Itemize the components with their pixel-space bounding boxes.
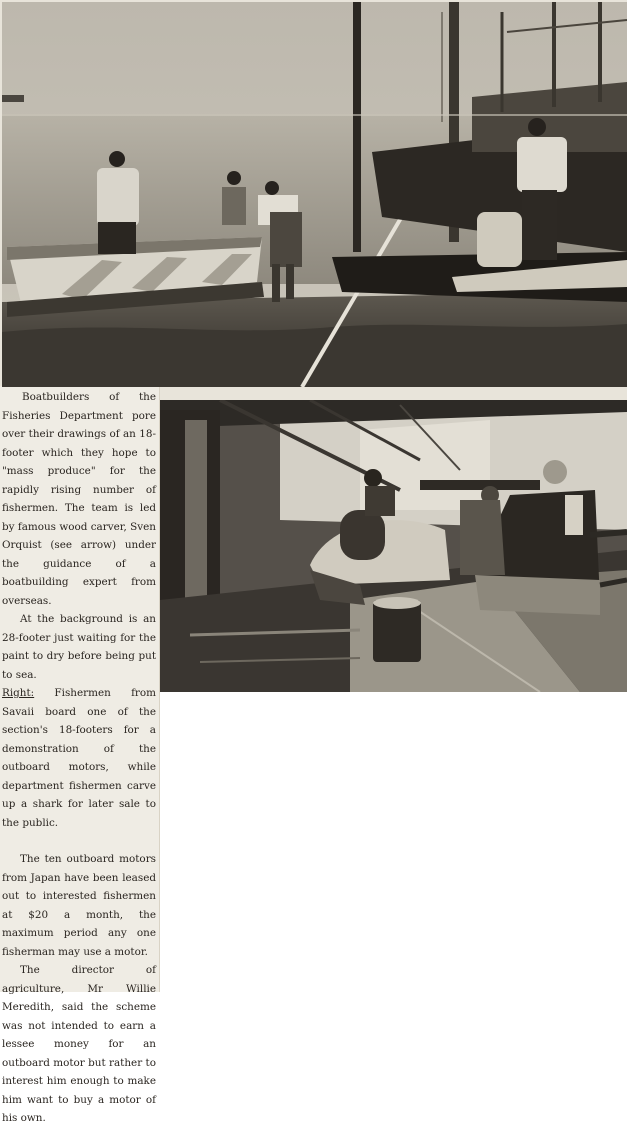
caption-right-lead-in: Right: bbox=[2, 687, 35, 699]
paragraph-gap bbox=[2, 832, 156, 850]
article-body-paragraph: The ten outboard motors from Japan have been leased out to interested fishermen at $20 a month, the maximum period any one fisherman may use a motor. bbox=[2, 853, 156, 958]
photo-caption-main: Boatbuilders of the Fisheries Department pore over their drawings of an 18-footer which they hope to "mass produce" for the rapidly rising number of fishermen. The team is led by famous wood carver, Sven Orquist (see arrow) under the guidance of a boatbuilding expert from overseas. bbox=[2, 391, 156, 607]
photo-caption-background-note: At the background is an 28-footer just waiting for the paint to dry before being put to sea. bbox=[2, 613, 156, 681]
caption-right-body: Fishermen from Savaii board one of the section's 18-footers for a demonstration of the outboard motors, while department fishermen carve up a shark for later sale to the public. bbox=[2, 687, 156, 829]
article-text-column bbox=[2, 388, 156, 1128]
photo-caption-right bbox=[2, 684, 156, 832]
shore-boats-photo bbox=[2, 2, 627, 387]
article-body-paragraph: The director of agriculture, Mr Willie Meredith, said the scheme was not intended to earn a lessee money for an outboard motor but rather to interest him enough to make him want to buy a motor of his own. bbox=[2, 964, 156, 1124]
boatshed-photo bbox=[160, 400, 627, 692]
